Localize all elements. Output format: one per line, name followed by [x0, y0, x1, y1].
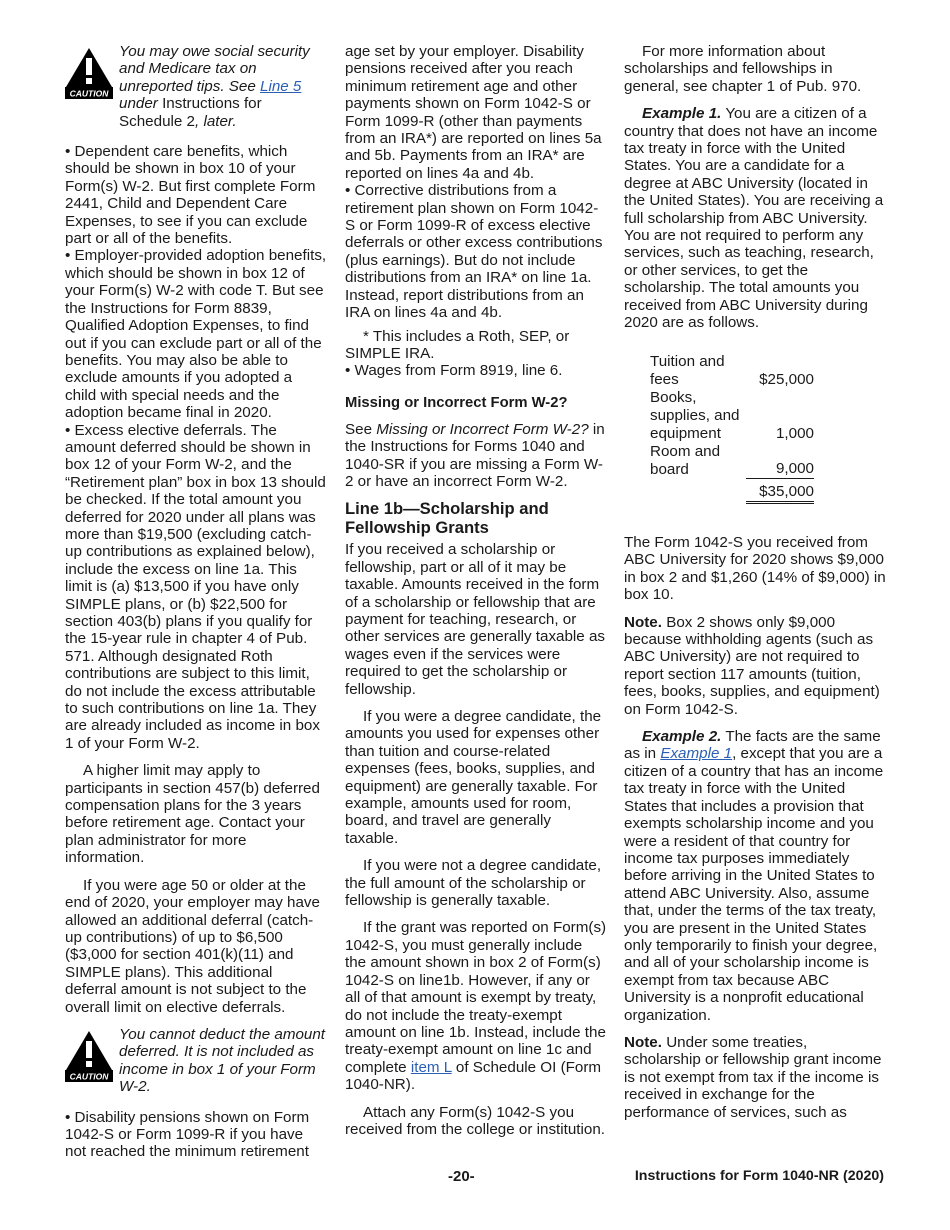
table-amount: $25,000 [759, 370, 814, 388]
bullet-wages-8919: • Wages from Form 8919, line 6. [345, 362, 607, 379]
text: You are a citizen of a country that does not have an income tax treaty in force with the United States. You are a candidate for a degree at ABC University (located in the United States). You are receiving a full scholarship from ABC University. You are not required to perform any services, such as teaching, research, or other services, to get the scholarship. The total amounts you received from ABC University during 2020 are as follows. [624, 105, 884, 332]
text: of Schedule OI (Form 1040-NR). [345, 1058, 602, 1094]
note-treaties [624, 1034, 886, 1121]
note-box-2 [624, 614, 886, 718]
para-degree-candidate: If you were a degree candidate, the amounts you used for expenses other than tuition and course-related expenses (fees, books, supplies, and equipment) are generally taxable. For example, amounts used for room, board, and travel are generally taxable. [345, 708, 602, 847]
para-attach-1042s: Attach any Form(s) 1042-S you received from the college or institution. [345, 1103, 606, 1138]
table-row-total [650, 479, 814, 503]
text: Box 2 shows only $9,000 because withholding agents (such as ABC University) are not required to report section 117 amounts (tuition, fees, books, supplies, and equipment) on Form 1042-S. [624, 613, 880, 718]
para-more-info: For more information about scholarships and fellowships in general, see chapter 1 of Pub. 970. [624, 43, 862, 95]
para-higher-limit: A higher limit may apply to participants in section 457(b) deferred compensation plans for the 3 years before retirement age. Contact your plan administrator for more information. [65, 762, 320, 867]
text: See [345, 420, 377, 438]
label-line: Books, [650, 388, 697, 406]
label-line: board [650, 460, 689, 478]
label-line: supplies, and [650, 406, 740, 424]
example-1-link[interactable]: Example 1 [660, 745, 733, 763]
text-italic: Missing or Incorrect Form W-2? [376, 420, 589, 438]
table-label [650, 443, 746, 479]
footnote-ira: * This includes a Roth, SEP, or SIMPLE IRA. [345, 327, 570, 362]
caution-text: , later. [195, 112, 237, 130]
text: If the grant was reported on Form(s) 1042-S, you must generally include the amount shown in box 2 of Form(s) 1042-S on line1b. However, if any or all of that amount is exempt by treaty, do not include the treaty-exempt amount on line 1b. Instead, include the treaty-exempt amount on line 1c and complete [345, 919, 607, 1076]
caution-icon [65, 1030, 113, 1082]
para-not-degree-candidate: If you were not a degree candidate, the full amount of the scholarship or fellowship is generally taxable. [345, 857, 602, 910]
table-label [650, 389, 746, 443]
note-label: Note. [624, 613, 662, 631]
table-label-empty [650, 479, 746, 503]
column-1 [65, 43, 327, 1161]
caution-icon-label: CAUTION [69, 1071, 109, 1082]
table-label [650, 353, 746, 389]
table-row [650, 353, 814, 389]
text: , except that you are a citizen of a country that has an income tax treaty in force with the United States that includes a provision that exempts scholarship income and you were a resident of that country for income tax purposes immediately before arriving in the United States to attend ABC University. Also, assume that, under the terms of the tax treaty, you are present in the United States only temporarily to finish your degree, and all of your scholarship income is exempt from tax because ABC University is a nonprofit educational organization. [624, 745, 884, 1024]
table-amount: 9,000 [746, 443, 814, 479]
bullet-adoption-benefits: • Employer-provided adoption benefits, which should be shown in box 12 of your Form(s) W-2 with code T. But see the Instructions for Form 8839, Qualified Adoption Expenses, to find out if you can exclude part or all of the benefits. You may also be able to exclude amounts if you adopted a child with special needs and the adoption became final in 2020. [65, 247, 327, 421]
caution-text: You may owe social security and Medicare tax on unreported tips. See [119, 43, 310, 95]
para-scholarship-received: If you received a scholarship or fellowship, part or all of it may be taxable. Amounts received in the form of a scholarship or fellowship that are payment for teaching, research, or other services are generally taxable as wages even if the services were required to get the scholarship or fellowship. [345, 541, 606, 698]
para-example-2 [624, 728, 886, 1024]
caution-text: You cannot deduct the amount deferred. It is not included as income in box 1 of your Form W-2. [119, 1025, 326, 1096]
document-title: Instructions for Form 1040-NR (2020) [634, 1168, 884, 1184]
label-line: Room and [650, 442, 721, 460]
para-example-1 [624, 105, 886, 331]
caution-text-upright: Instructions for Schedule 2 [119, 95, 262, 130]
scholarship-amounts-table [650, 353, 814, 505]
heading-missing-w2: Missing or Incorrect Form W-2? [345, 394, 568, 411]
text: Under some treaties, scholarship or fellowship grant income is not exempt from tax if the income is received in exchange for the performance of services, such as [624, 1033, 882, 1121]
bullet-excess-deferrals: • Excess elective deferrals. The amount deferred should be shown in box 12 of your Form W-2, and the “Retirement plan” box in box 13 should be checked. If the total amount you deferred for 2020 under all plans was more than $19,500 (excluding catch-up contributions as explained below), include the excess on line 1a. This limit is (a) $13,500 if you have only SIMPLE plans, or (b) $22,500 for section 403(b) plans if you qualify for the 15-year rule in chapter 4 of Pub. 571. Although designated Roth contributions are subject to this limit, do not include the excess attributable to such contributions on line 1a. They are already included as income in box 1 of your Form W-2. [65, 422, 327, 753]
para-1042s-shows: The Form 1042-S you received from ABC University for 2020 shows $9,000 in box 2 and $1,260 (14% of $9,000) in box 10. [624, 534, 886, 604]
line-5-link[interactable]: Line 5 [260, 77, 302, 95]
item-l-link[interactable]: item L [410, 1058, 452, 1076]
para-grant-reported [345, 919, 607, 1093]
label-line: equipment [650, 424, 721, 442]
heading-line-1b: Line 1b—Scholarship and Fellowship Grants [345, 499, 549, 538]
caution-icon [65, 47, 113, 99]
example-1-label: Example 1. [642, 105, 722, 123]
caution-text: under [119, 95, 163, 113]
column-2 [345, 43, 607, 1138]
bullet-dependent-care: • Dependent care benefits, which should be shown in box 10 of your Form(s) W-2. But first complete Form 2441, Child and Dependent Care Expenses, to see if you can exclude part or all of the benefits. [65, 143, 327, 247]
note-label: Note. [624, 1033, 662, 1051]
table-total: $35,000 [746, 479, 814, 503]
para-disability-continued: age set by your employer. Disability pensions received after you reach minimum retirement age and other payments shown on Form 1042-S or Form 1099-R (other than payments from an IRA*) are reported on lines 5a and 5b. Payments from an IRA* are reported on lines 4a and 4b. [345, 43, 602, 182]
page-number: -20- [448, 1168, 475, 1185]
text: in the Instructions for Forms 1040 and 1040-SR if you are missing a Form W-2 or have an incorrect Form W-2. [345, 420, 605, 490]
table-row [650, 443, 814, 479]
label-line: Tuition and [650, 352, 725, 370]
para-age-50: If you were age 50 or older at the end of 2020, your employer may have allowed an additional deferral (catch-up contributions) of up to $6,500 ($3,000 for section 401(k)(11) and SIMPLE plans). This additional deferral amount is not subject to the overall limit on elective deferrals. [65, 876, 320, 1016]
bullet-disability-pensions: • Disability pensions shown on Form 1042-S or Form 1099-R if you have not reached the minimum retirement [65, 1109, 327, 1161]
column-3 [624, 43, 886, 1121]
example-2-label: Example 2. [642, 728, 722, 746]
caution-icon-label: CAUTION [69, 88, 109, 99]
table-row [650, 389, 814, 443]
text: The facts are the same as in [624, 728, 881, 763]
caution-note-tips [65, 43, 327, 130]
caution-note-deferred [65, 1026, 327, 1096]
table-amount: 1,000 [775, 424, 814, 442]
bullet-corrective-distributions: • Corrective distributions from a retirement plan shown on Form 1042-S or Form 1099-R of excess elective deferrals or other excess contributions (plus earnings). But do not include distributions from an IRA* on line 1a. Instead, report distributions from an IRA on lines 4a and 4b. [345, 182, 607, 321]
para-missing-w2 [345, 421, 607, 491]
label-line: fees [650, 370, 679, 388]
